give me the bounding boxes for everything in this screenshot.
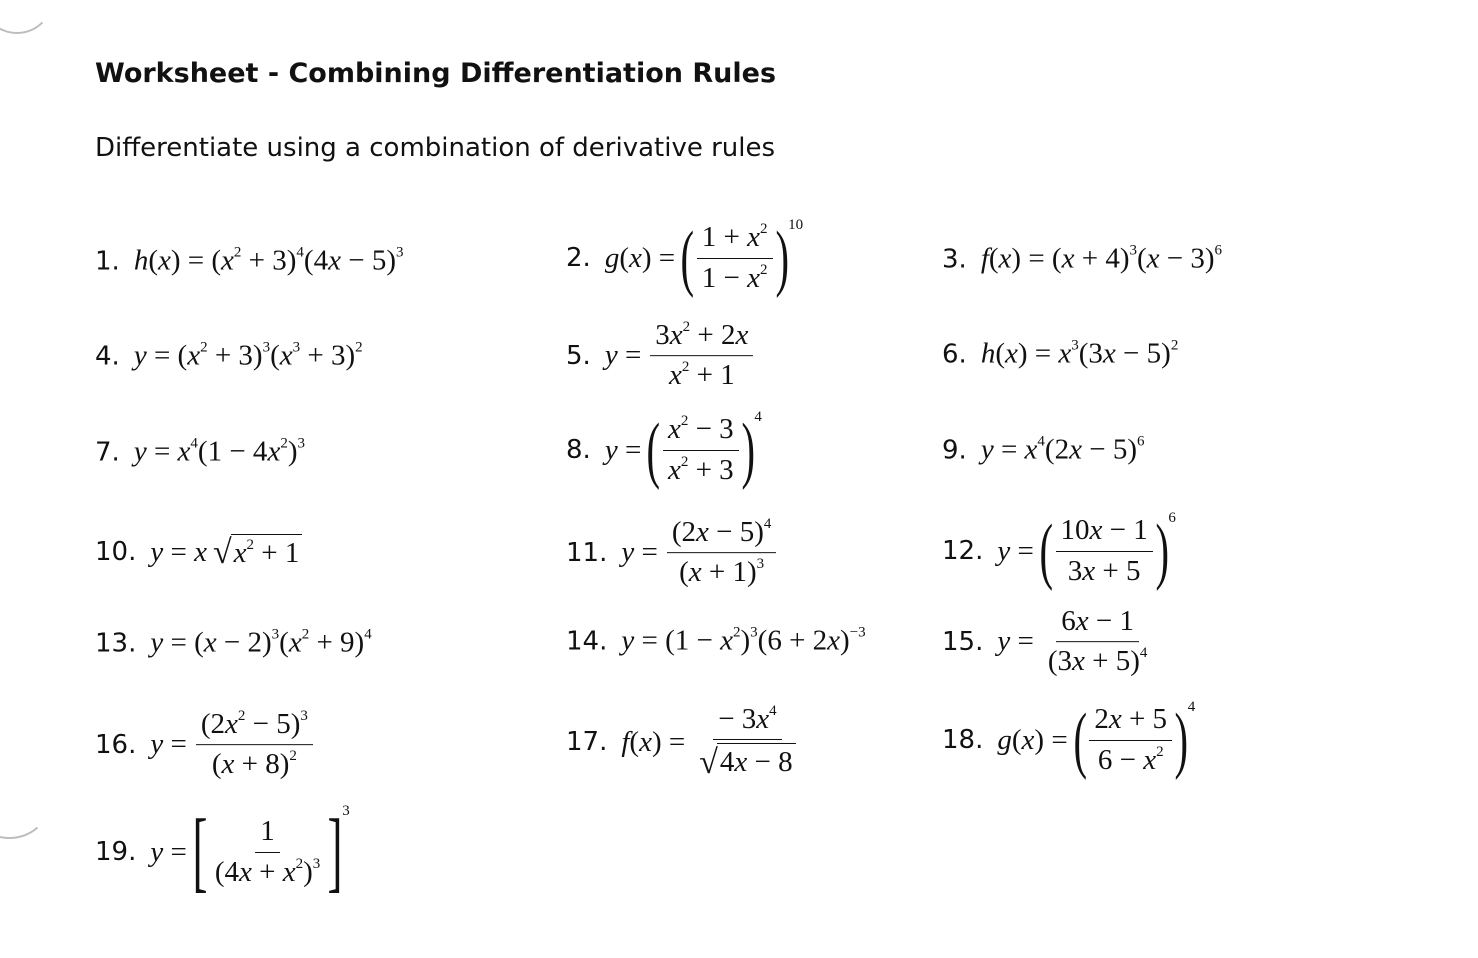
problem-expression: y = $\frac{(2x^2 - 5)^3}{(x + 8)^2}$: [150, 708, 316, 782]
problem-number: 5.: [566, 341, 591, 371]
problem-number: 6.: [942, 339, 967, 369]
worksheet-instructions: Differentiate using a combination of derivative rules: [95, 133, 776, 163]
problem-14: [566, 625, 866, 658]
problem-5: [566, 319, 756, 393]
problem-expression: y = $\frac{(2x - 5)^4}{(x + 1)^3}$: [621, 516, 779, 590]
punch-hole-top: [0, 0, 54, 34]
worksheet-title: Worksheet - Combining Differentiation Rules: [95, 58, 777, 89]
problem-number: 3.: [942, 244, 967, 274]
problem-3: [942, 243, 1222, 276]
problem-expression: $f(x) = (x + 4)^3(x - 3)^6$: [980, 242, 1223, 275]
problem-16: [95, 708, 316, 782]
problem-11: [566, 516, 779, 590]
problem-6: [942, 338, 1178, 371]
problem-expression: g(x) = ( $\frac{1 + x^2}{1 - x^2}$ ) 10: [604, 217, 804, 299]
problem-number: 13.: [95, 628, 137, 658]
problem-number: 17.: [566, 727, 608, 757]
problem-number: 18.: [942, 725, 984, 755]
problem-number: 4.: [95, 341, 120, 371]
problem-expression: $y = x^4(2x - 5)^6$: [980, 433, 1145, 466]
problem-expression: $y = x^4(1 - 4x^2)^3$: [133, 435, 305, 468]
problem-expression: y = [ $\frac{1}{(4x + x^2)^3}$ ] 3: [150, 802, 350, 901]
problem-9: [942, 434, 1144, 467]
problem-17: [566, 703, 804, 781]
problem-number: 19.: [95, 837, 137, 867]
problem-number: 11.: [566, 538, 608, 568]
problem-expression: y = $\frac{3x^2 + 2x}{x^2 + 1}$: [605, 319, 757, 393]
problem-number: 10.: [95, 537, 137, 567]
punch-hole-middle: [0, 770, 49, 839]
problem-expression: $h(x) = x^3(3x - 5)^2$: [980, 337, 1179, 370]
problem-number: 7.: [95, 437, 120, 467]
problem-7: [95, 436, 305, 469]
problem-number: 15.: [942, 627, 984, 657]
problem-expression: $h(x) = (x^2 + 3)^4(4x - 5)^3$: [133, 244, 404, 277]
problem-number: 16.: [95, 730, 137, 760]
problem-2: [566, 217, 804, 299]
problem-12: [942, 510, 1176, 592]
problem-number: 14.: [566, 626, 608, 656]
problem-1: [95, 245, 403, 278]
problem-expression: $y = (x - 2)^3(x^2 + 9)^4$: [150, 626, 372, 659]
problem-15: [942, 605, 1155, 679]
problem-expression: $y = (x^2 + 3)^3(x^3 + 3)^2$: [133, 339, 363, 372]
problem-13: [95, 627, 372, 660]
problem-10: [95, 534, 302, 570]
problem-number: 8.: [566, 435, 591, 465]
problem-expression: y = ( $\frac{10x - 1}{3x + 5}$ ) 6: [997, 510, 1176, 592]
problem-expression: f(x) = − $3x^4$ √ 4x − 8: [621, 703, 803, 781]
problem-8: [566, 409, 762, 491]
problem-number: 2.: [566, 243, 591, 273]
problem-expression: y = ( $\frac{x^2 - 3}{x^2 + 3}$ ) 4: [604, 409, 762, 491]
problem-number: 12.: [942, 536, 984, 566]
problem-number: 1.: [95, 246, 120, 276]
problem-expression: $y = (1 - x^2)^3(6 + 2x)^{-3}$: [621, 624, 866, 657]
problem-expression: g(x) = ( $\frac{2x + 5}{6 - x^2}$ ) 4: [997, 699, 1196, 781]
problem-19: [95, 802, 350, 901]
problem-expression: y = $\frac{6x - 1}{(3x + 5)^4}$: [997, 605, 1148, 678]
problem-18: [942, 699, 1196, 781]
problem-number: 9.: [942, 435, 967, 465]
problem-4: [95, 340, 363, 373]
problem-expression: y = x √ $x^2 + 1$: [150, 534, 302, 570]
